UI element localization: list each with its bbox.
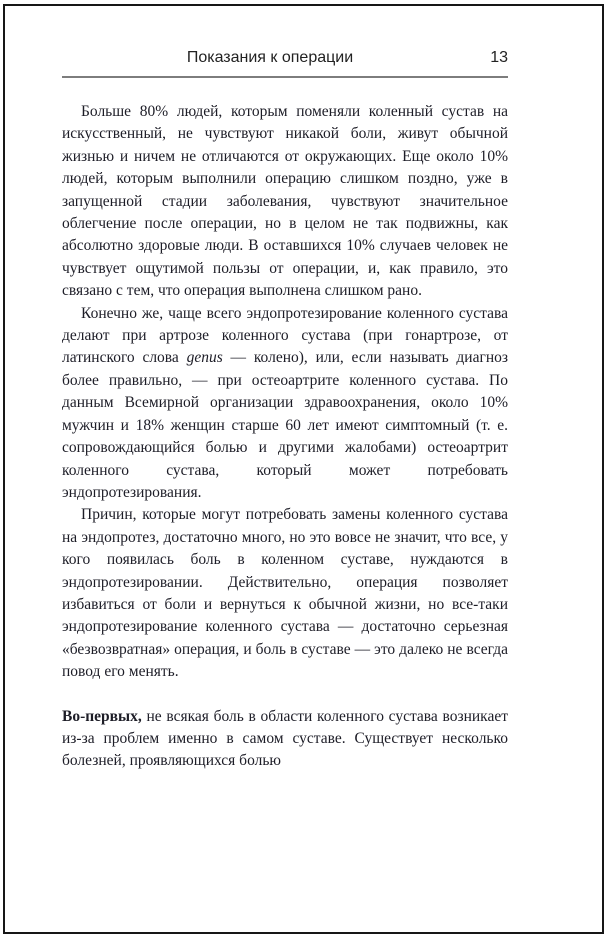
paragraph [62,706,508,773]
text-segment: Больше 80% людей, которым поменяли коленный сустав на искусственный, не чувствуют никакой боли, живут обычной жизнью и ничем не отличаются от окружающих. Еще около 10% людей, которым выполнили операцию слишком поздно, уже в запущенной стадии заболевания, чувствуют значительное облегчение после операции, но в целом не так подвижны, как абсолютно здоровые люди. В оставшихся 10% случаев человек не чувствует ощутимой пользы от операции, и, как правило, это связано с тем, что операция выполнена слишком рано. [62,103,508,300]
body-text [62,101,508,773]
paragraph [62,101,508,303]
paragraph [62,504,508,683]
text-segment: Во-первых, [62,707,142,725]
text-segment: не всякая боль в области коленного сустава возникает из-за проблем именно в самом суставе. Существует несколько болезней, проявляющихся болью [62,707,508,770]
text-segment: Причин, которые могут потребовать замены коленного сустава на эндопротез, достаточно много, но это вовсе не значит, что все, у кого появилась боль в коленном суставе, нуждаются в эндопротезировании. Действительно, операция позволяет избавиться от боли и вернуться к обычной жизни, но все-таки эндопротезирование коленного сустава — достаточно серьезная «безвозвратная» операция, и боль в суставе — это далеко не всегда повод его менять. [62,506,508,681]
text-segment: Конечно же, чаще всего эндопротезирование коленного сустава делают при артрозе коленного сустава (при гонартрозе, от латинского слова [62,304,508,367]
running-head [62,47,508,69]
running-head-title: Показания к операции [186,49,354,66]
page-number: 13 [490,49,508,66]
header-rule [62,76,508,78]
text-segment: genus [186,349,223,367]
text-segment: — колено), или, если называть диагноз более правильно, — при остеоартрите коленного сустава. По данным Всемирной организации здравоохранения, около 10% мужчин и 18% женщин старше 60 лет имеют симптомный (т. е. сопровождающийся болью и другими жалобами) остеоартрит коленного сустава, который может потребовать эндопротезирования. [62,349,509,501]
paragraph [62,303,508,505]
